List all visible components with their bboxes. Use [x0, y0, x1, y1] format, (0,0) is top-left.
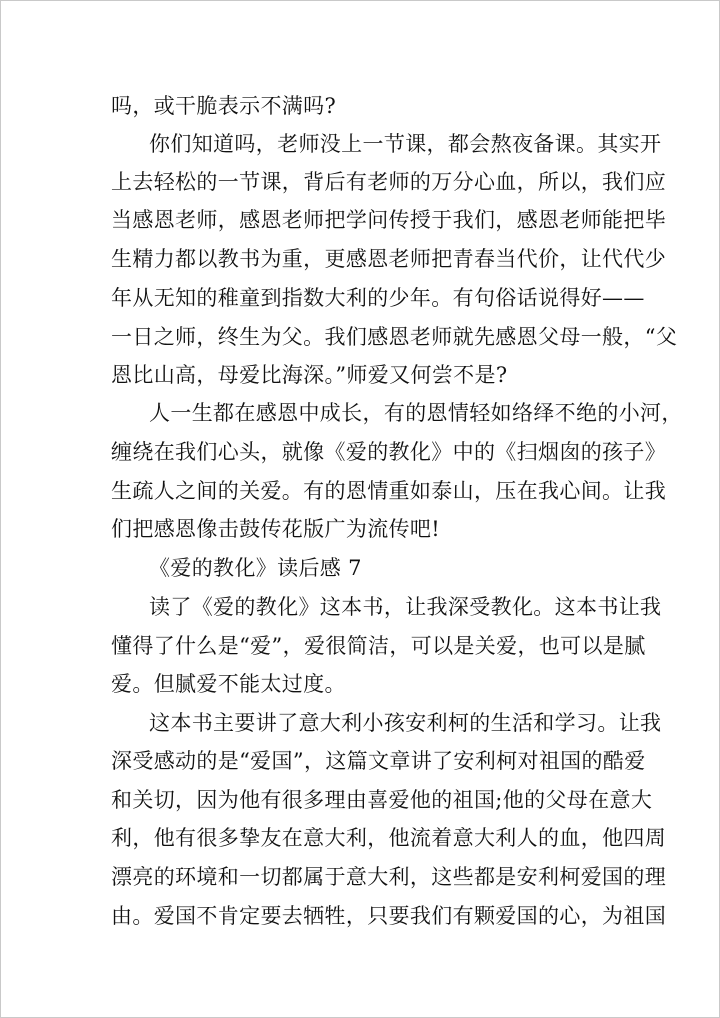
text-line: 一日之师，终生为父。我们感恩老师就先感恩父母一般，“父 [111, 325, 678, 349]
text-line: 们把感恩像击鼓传花版广为流传吧! [111, 517, 441, 541]
paragraph-start-line: 人一生都在感恩中成长，有的恩情轻如络绎不绝的小河， [149, 401, 683, 425]
text-line: 懂得了什么是“爱”，爱很简洁，可以是关爱，也可以是腻 [111, 634, 646, 658]
text-line: 年从无知的稚童到指数大利的少年。有句俗话说得好—— [111, 286, 645, 310]
section-heading: 《爱的教化》读后感 7 [149, 556, 362, 580]
text-line: 利，他有很多挚友在意大利，他流着意大利人的血，他四周 [111, 826, 667, 850]
paragraph-start-line: 这本书主要讲了意大利小孩安利柯的生活和学习。让我 [149, 711, 662, 735]
text-line: 上去轻松的一节课，背后有老师的万分心血，所以，我们应 [111, 170, 667, 194]
paragraph-start-line: 你们知道吗，老师没上一节课，都会熬夜备课。其实开 [149, 132, 662, 156]
text-line: 生疏人之间的关爱。有的恩情重如泰山，压在我心间。让我 [111, 479, 667, 503]
text-line: 生精力都以教书为重，更感恩老师把青春当代价，让代代少 [111, 247, 667, 271]
text-line: 由。爱国不肯定要去牺牲，只要我们有颗爱国的心，为祖国 [111, 904, 667, 928]
text-line: 当感恩老师，感恩老师把学问传授于我们，感恩老师能把毕 [111, 208, 667, 232]
text-line: 爱。但腻爱不能太过度。 [111, 672, 346, 696]
text-line: 吗，或干脆表示不满吗? [111, 94, 337, 118]
text-line: 缠绕在我们心头，就像《爱的教化》中的《扫烟囱的孩子》 [111, 440, 667, 464]
text-line: 和关切，因为他有很多理由喜爱他的祖国;他的父母在意大 [111, 788, 653, 812]
text-line: 漂亮的环境和一切都属于意大利，这些都是安利柯爱国的理 [111, 865, 667, 889]
text-line: 恩比山高，母爱比海深。”师爱又何尝不是? [111, 363, 508, 387]
text-line: 深受感动的是“爱国”，这篇文章讲了安利柯对祖国的酷爱 [111, 749, 646, 773]
paragraph-start-line: 读了《爱的教化》这本书，让我深受教化。这本书让我 [149, 595, 662, 619]
